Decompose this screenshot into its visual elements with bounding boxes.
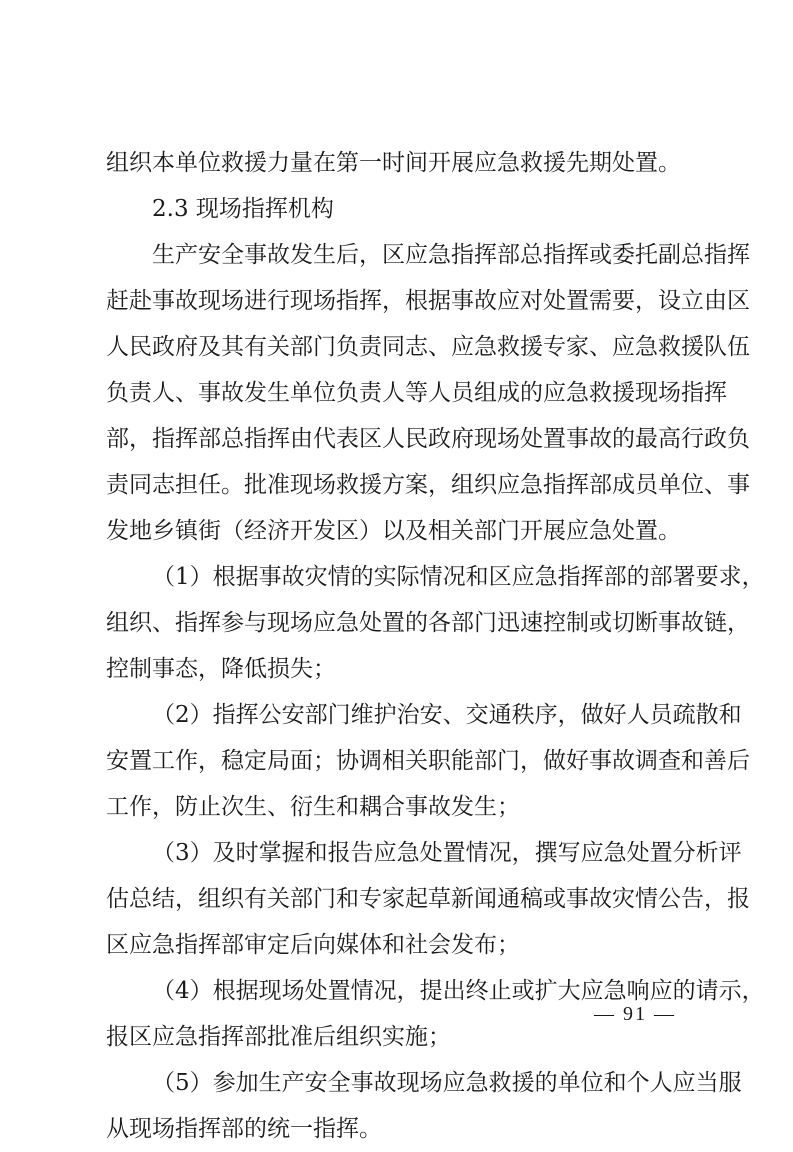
- text-line: 估总结，组织有关部门和专家起草新闻通稿或事故灾情公告，报: [106, 886, 750, 912]
- text-line: 部，指挥部总指挥由代表区人民政府现场处置事故的最高行政负: [106, 426, 750, 452]
- text-line: 组织本单位救援力量在第一时间开展应急救援先期处置。: [106, 150, 681, 176]
- list-item-4-line: （4）根据现场处置情况，提出终止或扩大应急响应的请示，: [152, 978, 765, 1004]
- list-item-1-line: （1）根据事故灾情的实际情况和区应急指挥部的部署要求，: [152, 564, 765, 590]
- text-line: 从现场指挥部的统一指挥。: [106, 1116, 382, 1142]
- document-body: [106, 140, 765, 1152]
- section-heading: 2.3 现场指挥机构: [152, 196, 334, 222]
- text-line: 报区应急指挥部批准后组织实施；: [106, 1024, 451, 1050]
- page-number: — 91 —: [594, 1003, 676, 1025]
- text-line: 负责人、事故发生单位负责人等人员组成的应急救援现场指挥: [106, 380, 727, 406]
- text-line: 区应急指挥部审定后向媒体和社会发布；: [106, 932, 520, 958]
- text-line: 责同志担任。批准现场救援方案，组织应急指挥部成员单位、事: [106, 472, 750, 498]
- list-item-3-line: （3）及时掌握和报告应急处置情况，撰写应急处置分析评: [152, 840, 742, 866]
- text-line: 生产安全事故发生后，区应急指挥部总指挥或委托副总指挥: [152, 242, 750, 268]
- text-line: 安置工作，稳定局面；协调相关职能部门，做好事故调查和善后: [106, 748, 750, 774]
- text-line: 组织、指挥参与现场应急处置的各部门迅速控制或切断事故链，: [106, 610, 750, 636]
- text-line: 工作，防止次生、衍生和耦合事故发生；: [106, 794, 520, 820]
- list-item-5-line: （5）参加生产安全事故现场应急救援的单位和个人应当服: [152, 1070, 742, 1096]
- text-line: 控制事态，降低损失；: [106, 656, 336, 682]
- text-line: 人民政府及其有关部门负责同志、应急救援专家、应急救援队伍: [106, 334, 750, 360]
- list-item-2-line: （2）指挥公安部门维护治安、交通秩序，做好人员疏散和: [152, 702, 742, 728]
- text-line: 发地乡镇街（经济开发区）以及相关部门开展应急处置。: [106, 518, 681, 544]
- text-line: 赶赴事故现场进行现场指挥，根据事故应对处置需要，设立由区: [106, 288, 750, 314]
